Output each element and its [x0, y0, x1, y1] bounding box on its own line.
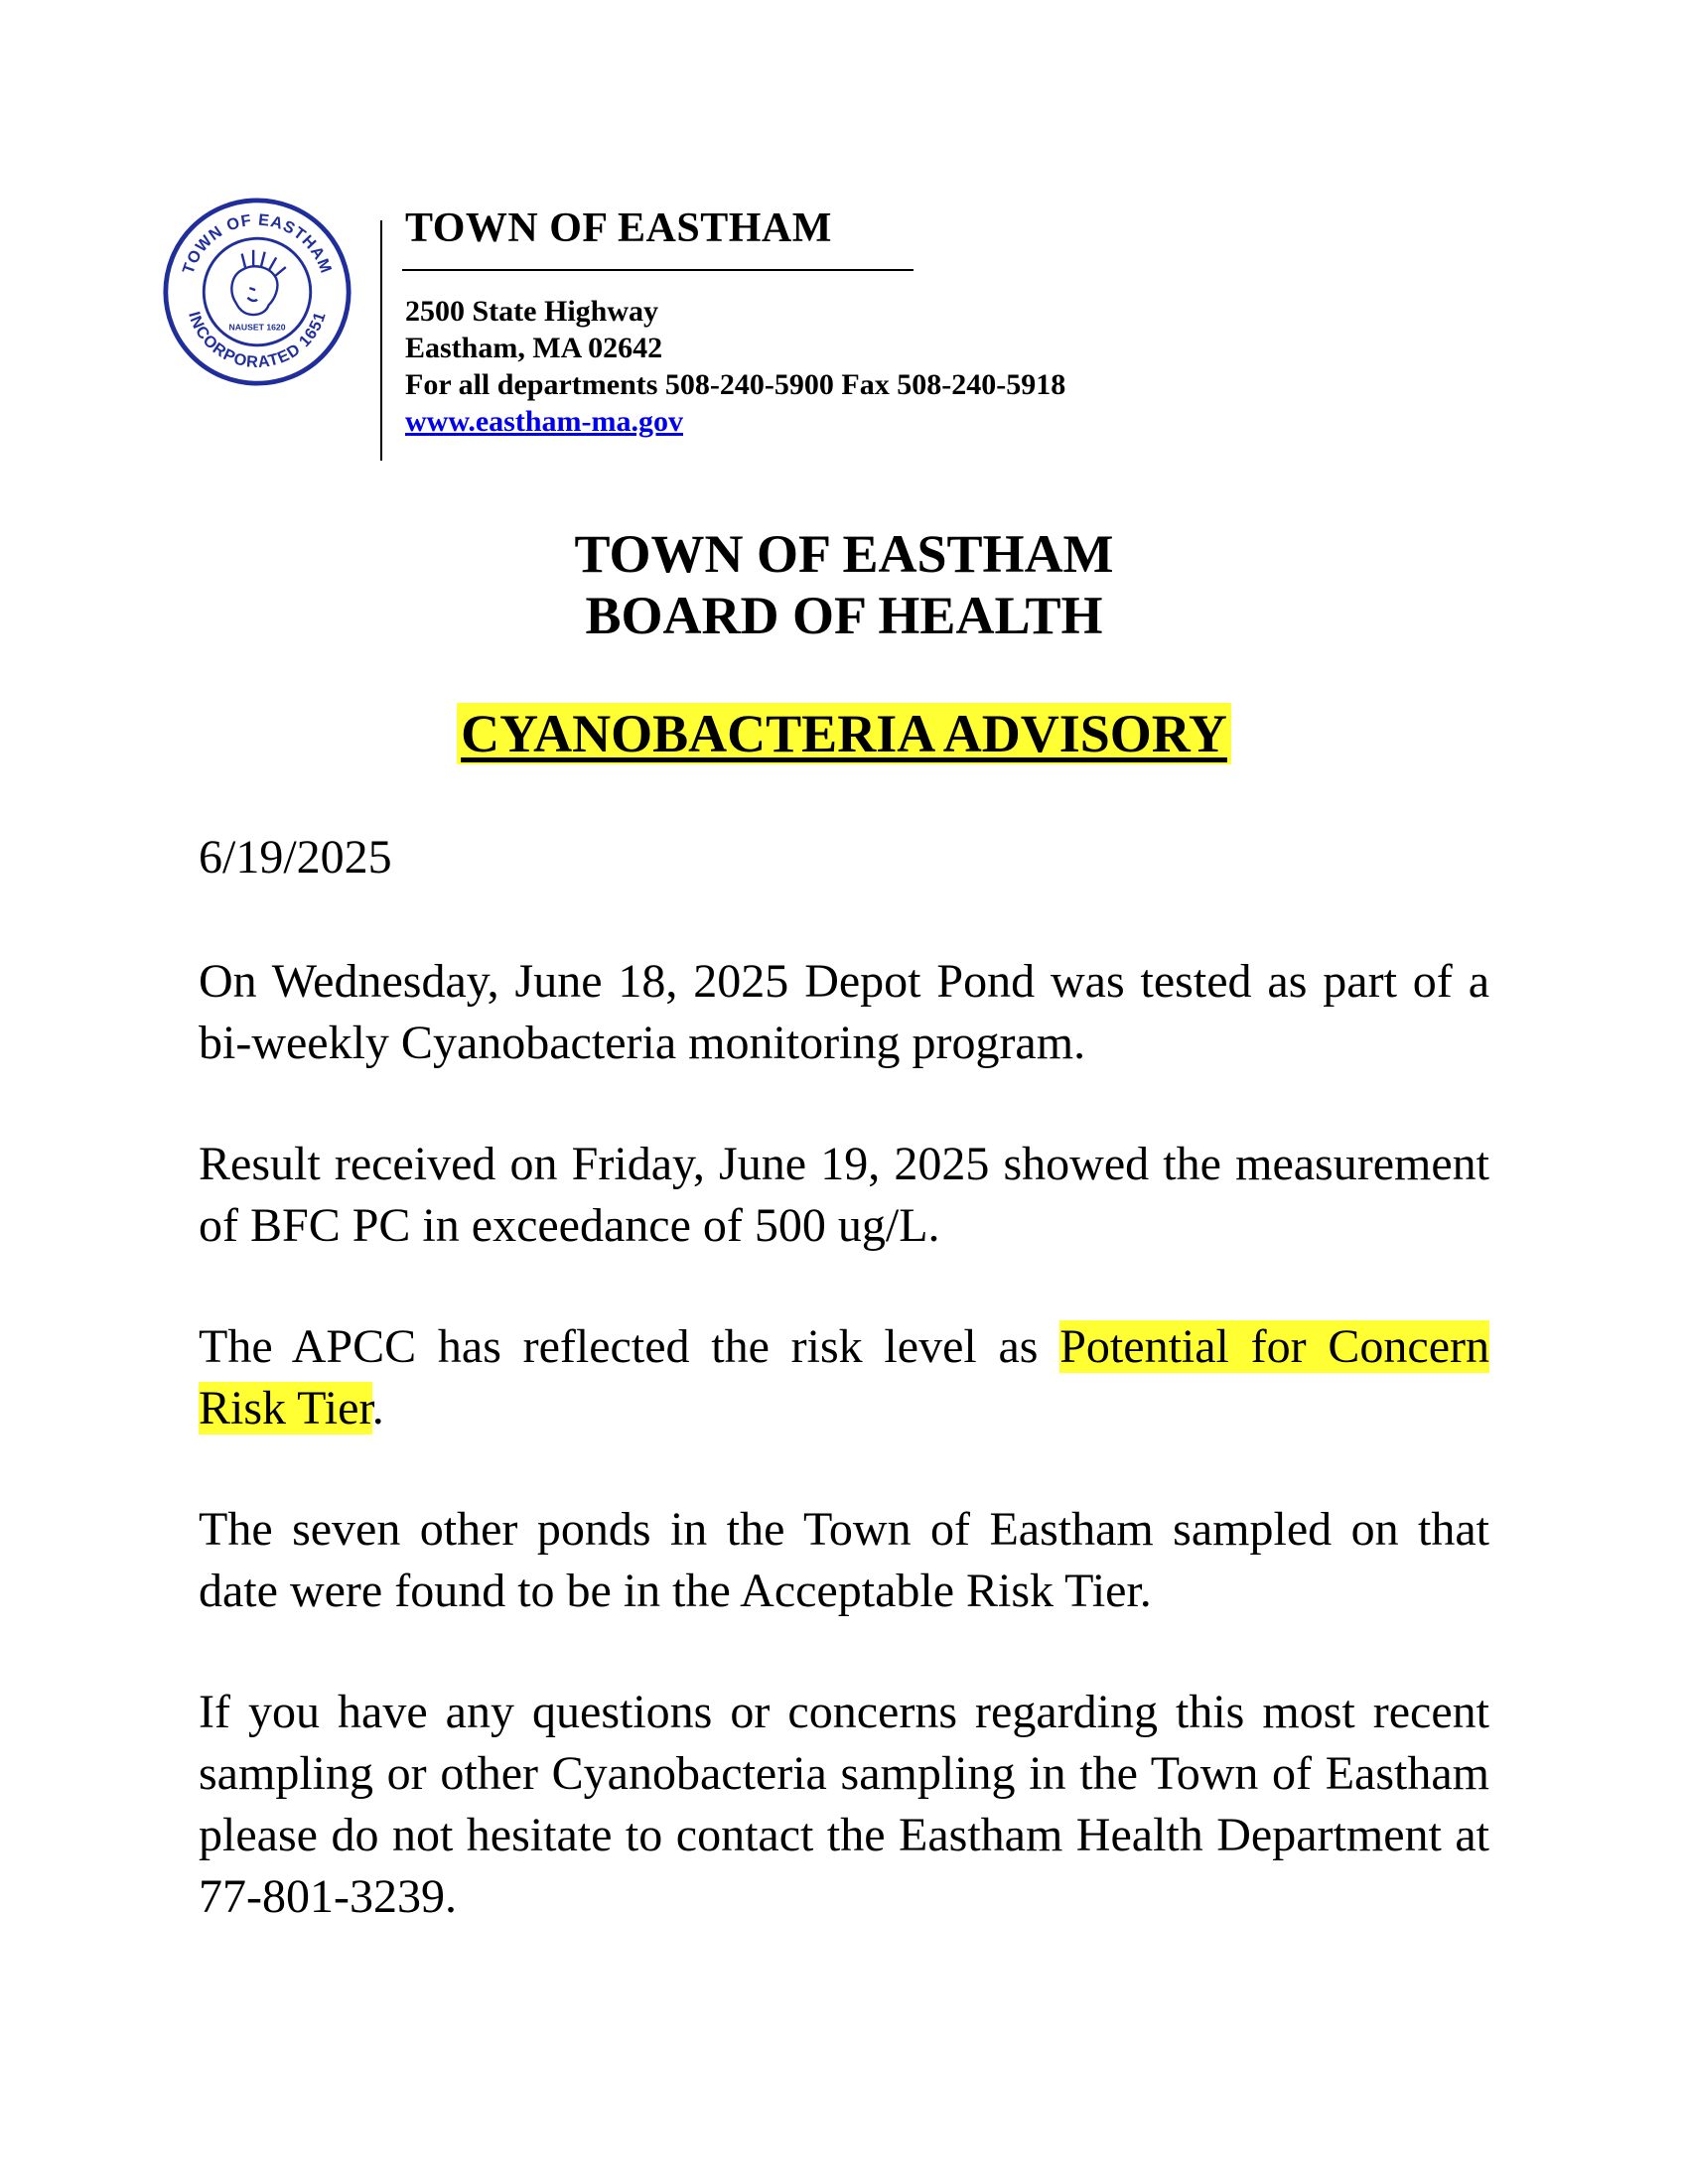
paragraph-contact: If you have any questions or concerns regarding this most recent sampling or other Cyanobacteria sampling in the Town of Eastham please do not hesitate to contact the Eastham Health Department at 77-801-3239. [199, 1686, 1489, 1923]
seal-ring-bottom-text: INCORPORATED 1651 [185, 309, 330, 372]
website-link[interactable]: www.eastham-ma.gov [405, 405, 683, 438]
risk-level-suffix: . [371, 1382, 384, 1434]
town-seal [162, 197, 352, 387]
advisory-date: 6/19/2025 [199, 831, 392, 884]
paragraph-risk-level [199, 1316, 1489, 1439]
seal-inner-text: NAUSET 1620 [228, 322, 286, 333]
address-street: 2500 State Highway [405, 295, 658, 328]
paragraph-other-ponds: The seven other ponds in the Town of Eastham sampled on that date were found to be in the Acceptable Risk Tier. [199, 1503, 1489, 1617]
heading-board: BOARD OF HEALTH [585, 586, 1103, 645]
risk-level-prefix: The APCC has reflected the risk level as [199, 1320, 1060, 1373]
letterhead-title: TOWN OF EASTHAM [405, 205, 832, 251]
letterhead-horizontal-rule [402, 269, 914, 271]
risk-tier-highlight: Potential for Concern Risk Tier [199, 1320, 1489, 1434]
seal-ring-top-text: TOWN OF EASTHAM [179, 210, 336, 277]
paragraph-testing: On Wednesday, June 18, 2025 Depot Pond was tested as part of a bi-weekly Cyanobacteria monitoring program. [199, 955, 1489, 1069]
paragraph-result: Result received on Friday, June 19, 2025 showed the measurement of BFC PC in exceedance of 500 ug/L. [199, 1138, 1489, 1252]
letterhead-vertical-rule [380, 220, 382, 461]
seal-portrait-icon [231, 250, 285, 315]
heading-town: TOWN OF EASTHAM [574, 524, 1114, 584]
address-phone-fax: For all departments 508-240-5900 Fax 508-240-5918 [405, 368, 1066, 401]
advisory-title-wrap [0, 703, 1688, 764]
address-city: Eastham, MA 02642 [405, 332, 663, 364]
advisory-title: CYANOBACTERIA ADVISORY [457, 703, 1231, 764]
svg-text:INCORPORATED 1651 [185, 310, 330, 372]
